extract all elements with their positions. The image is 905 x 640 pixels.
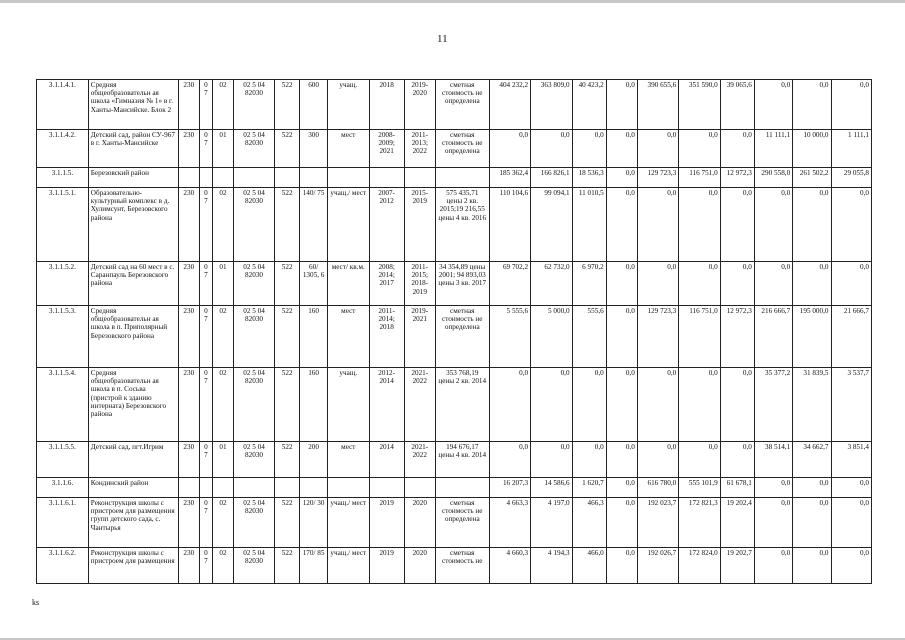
cell-v7: 0,0 xyxy=(720,368,754,442)
cell-c5: 522 xyxy=(275,368,300,442)
table-row xyxy=(37,262,872,306)
cell-v8: 38 514,1 xyxy=(754,442,792,478)
cell-name: Средняя общеобразовательн ая школа в п. Приполярный Березовского района xyxy=(88,306,178,368)
cell-c9: 2015-2019 xyxy=(404,188,435,262)
cell-v10: 0,0 xyxy=(831,548,872,584)
cell-c6: 160 xyxy=(300,306,328,368)
cell-v9: 10 000,0 xyxy=(793,130,831,168)
cell-v6: 351 590,0 xyxy=(679,80,720,130)
cell-c7 xyxy=(328,168,369,188)
cell-c6: 600 xyxy=(300,80,328,130)
cell-c1 xyxy=(178,168,199,188)
cell-c4: 02 5 04 82030 xyxy=(233,368,274,442)
cell-c3: 01 xyxy=(213,442,234,478)
cell-v1: 4 660,3 xyxy=(489,548,530,584)
cell-c10: сметная стоимость не определена xyxy=(435,498,489,548)
cell-c6 xyxy=(300,168,328,188)
cell-c9: 2021-2022 xyxy=(404,368,435,442)
cell-v6: 0,0 xyxy=(679,442,720,478)
cell-c6: 120/ 30 xyxy=(300,498,328,548)
cell-c8: 2008-2009; 2021 xyxy=(369,130,404,168)
scan-top-edge xyxy=(0,0,905,3)
table-row xyxy=(37,478,872,498)
cell-c5: 522 xyxy=(275,442,300,478)
cell-c5: 522 xyxy=(275,130,300,168)
cell-v5: 0,0 xyxy=(637,368,678,442)
cell-v10: 0,0 xyxy=(831,478,872,498)
cell-name: Средняя общеобразовательн ая школа «Гимназия № 1» в г. Ханты-Мансийске. Блок 2 xyxy=(88,80,178,130)
cell-c9: 2019-2021 xyxy=(404,306,435,368)
cell-v9: 0,0 xyxy=(793,498,831,548)
cell-v6: 555 101,9 xyxy=(679,478,720,498)
cell-id: 3.1.1.5.4. xyxy=(37,368,89,442)
cell-v8: 0,0 xyxy=(754,262,792,306)
cell-v7: 0,0 xyxy=(720,262,754,306)
cell-v9: 0,0 xyxy=(793,188,831,262)
cell-v2: 99 094,1 xyxy=(531,188,572,262)
cell-v10: 0,0 xyxy=(831,262,872,306)
cell-c4: 02 5 04 82030 xyxy=(233,498,274,548)
cell-c1: 230 xyxy=(178,188,199,262)
cell-c4: 02 5 04 82030 xyxy=(233,262,274,306)
cell-v6: 116 751,0 xyxy=(679,306,720,368)
cell-v1: 16 207,3 xyxy=(489,478,530,498)
cell-c8: 2019 xyxy=(369,498,404,548)
cell-c10 xyxy=(435,168,489,188)
cell-v2: 0,0 xyxy=(531,442,572,478)
cell-id: 3.1.1.6.1. xyxy=(37,498,89,548)
cell-c4: 02 5 04 82030 xyxy=(233,442,274,478)
cell-v5: 390 655,6 xyxy=(637,80,678,130)
cell-c9: 2019-2020 xyxy=(404,80,435,130)
cell-v9: 31 839,5 xyxy=(793,368,831,442)
cell-name: Детский сад, район СУ-967 в г. Ханты-Мансийске xyxy=(88,130,178,168)
cell-c3: 01 xyxy=(213,262,234,306)
cell-v6: 0,0 xyxy=(679,262,720,306)
cell-v6: 0,0 xyxy=(679,368,720,442)
cell-v5: 192 023,7 xyxy=(637,498,678,548)
cell-name: Кондинский район xyxy=(88,478,178,498)
cell-c10: 353 768,19 цены 2 кв. 2014 xyxy=(435,368,489,442)
cell-c9: 2011-2015; 2018-2019 xyxy=(404,262,435,306)
cell-v2: 4 197,0 xyxy=(531,498,572,548)
cell-c9: 2011-2013; 2022 xyxy=(404,130,435,168)
cell-c3: 02 xyxy=(213,306,234,368)
cell-c7: мест xyxy=(328,442,369,478)
cell-v8: 216 666,7 xyxy=(754,306,792,368)
cell-v2: 14 586,6 xyxy=(531,478,572,498)
cell-c3: 02 xyxy=(213,188,234,262)
cell-c1: 230 xyxy=(178,368,199,442)
cell-c6: 300 xyxy=(300,130,328,168)
cell-c2: 0 7 xyxy=(199,442,212,478)
cell-c8: 2007-2012 xyxy=(369,188,404,262)
cell-v9: 195 000,0 xyxy=(793,306,831,368)
cell-v3: 466,3 xyxy=(572,498,606,548)
cell-v6: 0,0 xyxy=(679,130,720,168)
cell-v3: 11 010,5 xyxy=(572,188,606,262)
cell-id: 3.1.1.4.2. xyxy=(37,130,89,168)
cell-c2: 0 7 xyxy=(199,262,212,306)
cell-c6: 60/ 1305, 6 xyxy=(300,262,328,306)
table-row xyxy=(37,188,872,262)
cell-v7: 19 202,4 xyxy=(720,498,754,548)
cell-c7: мест/ кв.м. xyxy=(328,262,369,306)
cell-name: Реконструкция школы с пристроем для размещения групп детского сада, с. Чантырья xyxy=(88,498,178,548)
cell-c1: 230 xyxy=(178,548,199,584)
budget-table xyxy=(36,79,872,584)
cell-v9: 0,0 xyxy=(793,262,831,306)
cell-c5 xyxy=(275,168,300,188)
cell-v3: 40 423,2 xyxy=(572,80,606,130)
cell-c8: 2019 xyxy=(369,548,404,584)
cell-v7: 61 678,1 xyxy=(720,478,754,498)
cell-c5: 522 xyxy=(275,262,300,306)
cell-id: 3.1.1.5. xyxy=(37,168,89,188)
cell-v9: 0,0 xyxy=(793,80,831,130)
cell-c8: 2012-2014 xyxy=(369,368,404,442)
cell-v5: 0,0 xyxy=(637,262,678,306)
cell-v1: 0,0 xyxy=(489,130,530,168)
cell-v9: 34 662,7 xyxy=(793,442,831,478)
cell-v5: 129 723,3 xyxy=(637,306,678,368)
cell-c2: 0 7 xyxy=(199,548,212,584)
cell-v5: 129 723,3 xyxy=(637,168,678,188)
cell-v1: 404 232,2 xyxy=(489,80,530,130)
cell-v3: 1 620,7 xyxy=(572,478,606,498)
table-row xyxy=(37,548,872,584)
cell-v1: 110 104,6 xyxy=(489,188,530,262)
cell-c7: учащ./ мест xyxy=(328,188,369,262)
footer-mark: ks xyxy=(32,598,40,607)
cell-v2: 363 809,0 xyxy=(531,80,572,130)
cell-c8 xyxy=(369,168,404,188)
cell-c3 xyxy=(213,168,234,188)
cell-v8: 0,0 xyxy=(754,80,792,130)
cell-c2 xyxy=(199,168,212,188)
cell-c5: 522 xyxy=(275,498,300,548)
cell-c3: 02 xyxy=(213,80,234,130)
cell-v1: 0,0 xyxy=(489,368,530,442)
cell-c7: учащ. xyxy=(328,368,369,442)
table-row xyxy=(37,130,872,168)
cell-v10: 21 666,7 xyxy=(831,306,872,368)
cell-c2: 0 7 xyxy=(199,188,212,262)
cell-v6: 0,0 xyxy=(679,188,720,262)
cell-c6: 170/ 85 xyxy=(300,548,328,584)
cell-v3: 555,6 xyxy=(572,306,606,368)
cell-v3: 18 536,3 xyxy=(572,168,606,188)
cell-c6: 160 xyxy=(300,368,328,442)
cell-v1: 69 702,2 xyxy=(489,262,530,306)
cell-v6: 172 821,3 xyxy=(679,498,720,548)
cell-v2: 4 194,3 xyxy=(531,548,572,584)
table-row xyxy=(37,442,872,478)
cell-c3: 02 xyxy=(213,548,234,584)
cell-c2: 0 7 xyxy=(199,80,212,130)
cell-c10: 34 354,89 цены 2001; 94 893,03 цены 3 кв. 2017 xyxy=(435,262,489,306)
table-row xyxy=(37,168,872,188)
cell-v1: 5 555,6 xyxy=(489,306,530,368)
cell-v6: 116 751,0 xyxy=(679,168,720,188)
cell-c3: 01 xyxy=(213,130,234,168)
cell-v3: 6 970,2 xyxy=(572,262,606,306)
cell-c4: 02 5 04 82030 xyxy=(233,188,274,262)
cell-c6: 140/ 75 xyxy=(300,188,328,262)
cell-c8 xyxy=(369,478,404,498)
cell-v8: 290 558,0 xyxy=(754,168,792,188)
cell-c4: 02 5 04 82030 xyxy=(233,80,274,130)
cell-c8: 2018 xyxy=(369,80,404,130)
cell-c5: 522 xyxy=(275,188,300,262)
cell-v9: 0,0 xyxy=(793,478,831,498)
cell-c2: 0 7 xyxy=(199,130,212,168)
cell-v4: 0,0 xyxy=(606,442,637,478)
cell-v5: 192 026,7 xyxy=(637,548,678,584)
cell-c7: мест xyxy=(328,306,369,368)
cell-c1 xyxy=(178,478,199,498)
cell-c1: 230 xyxy=(178,130,199,168)
cell-v4: 0,0 xyxy=(606,188,637,262)
cell-c10 xyxy=(435,478,489,498)
cell-c2: 0 7 xyxy=(199,306,212,368)
cell-c4: 02 5 04 82030 xyxy=(233,130,274,168)
cell-name: Детский сад на 60 мест в с. Саранпауль Березовского района xyxy=(88,262,178,306)
cell-c3: 02 xyxy=(213,368,234,442)
cell-v7: 0,0 xyxy=(720,442,754,478)
cell-c1: 230 xyxy=(178,498,199,548)
cell-v2: 62 732,0 xyxy=(531,262,572,306)
cell-c5: 522 xyxy=(275,80,300,130)
cell-c9 xyxy=(404,168,435,188)
cell-v1: 4 663,3 xyxy=(489,498,530,548)
cell-c9: 2020 xyxy=(404,548,435,584)
cell-name: Реконструкция школы с пристроем для размещения xyxy=(88,548,178,584)
cell-id: 3.1.1.5.3. xyxy=(37,306,89,368)
cell-id: 3.1.1.6.2. xyxy=(37,548,89,584)
cell-v10: 0,0 xyxy=(831,188,872,262)
cell-c7: мест xyxy=(328,130,369,168)
cell-v4: 0,0 xyxy=(606,478,637,498)
cell-v4: 0,0 xyxy=(606,306,637,368)
cell-v8: 35 377,2 xyxy=(754,368,792,442)
cell-c1: 230 xyxy=(178,442,199,478)
cell-c9 xyxy=(404,478,435,498)
cell-v10: 0,0 xyxy=(831,498,872,548)
cell-v5: 0,0 xyxy=(637,442,678,478)
cell-v7: 0,0 xyxy=(720,130,754,168)
table-row xyxy=(37,80,872,130)
cell-id: 3.1.1.4.1. xyxy=(37,80,89,130)
cell-c3: 02 xyxy=(213,498,234,548)
cell-c5: 522 xyxy=(275,548,300,584)
cell-v10: 0,0 xyxy=(831,80,872,130)
cell-v9: 261 502,2 xyxy=(793,168,831,188)
cell-v10: 3 851,4 xyxy=(831,442,872,478)
cell-c10: 575 435,71 цены 2 кв. 2015;19 216,55 цены 4 кв. 2016 xyxy=(435,188,489,262)
cell-v6: 172 824,0 xyxy=(679,548,720,584)
cell-v10: 29 055,8 xyxy=(831,168,872,188)
cell-v5: 616 780,0 xyxy=(637,478,678,498)
cell-name: Образовательно-культурный комплекс в д. Хулимсунт, Березовского района xyxy=(88,188,178,262)
cell-name: Средняя общеобразовательн ая школа в п. Сосьва (пристрой к зданию интерната) Березовского района xyxy=(88,368,178,442)
cell-c3 xyxy=(213,478,234,498)
cell-v8: 0,0 xyxy=(754,498,792,548)
cell-c1: 230 xyxy=(178,262,199,306)
cell-name: Детский сад, пгт.Игрим xyxy=(88,442,178,478)
cell-c5 xyxy=(275,478,300,498)
table-row xyxy=(37,498,872,548)
cell-v3: 0,0 xyxy=(572,442,606,478)
cell-c7 xyxy=(328,478,369,498)
cell-c7: учащ. xyxy=(328,80,369,130)
cell-v4: 0,0 xyxy=(606,130,637,168)
cell-v10: 3 537,7 xyxy=(831,368,872,442)
cell-c10: сметная стоимость не xyxy=(435,548,489,584)
cell-v7: 0,0 xyxy=(720,188,754,262)
cell-v1: 0,0 xyxy=(489,442,530,478)
table-row xyxy=(37,368,872,442)
cell-v5: 0,0 xyxy=(637,130,678,168)
cell-v4: 0,0 xyxy=(606,168,637,188)
cell-v3: 0,0 xyxy=(572,368,606,442)
cell-v7: 12 972,3 xyxy=(720,306,754,368)
cell-c8: 2011-2014; 2018 xyxy=(369,306,404,368)
cell-v9: 0,0 xyxy=(793,548,831,584)
cell-c8: 2014 xyxy=(369,442,404,478)
cell-c1: 230 xyxy=(178,306,199,368)
cell-id: 3.1.1.5.5. xyxy=(37,442,89,478)
cell-c2: 0 7 xyxy=(199,498,212,548)
cell-v4: 0,0 xyxy=(606,498,637,548)
cell-v8: 0,0 xyxy=(754,548,792,584)
cell-id: 3.1.1.5.2. xyxy=(37,262,89,306)
cell-c10: сметная стоимость не определена xyxy=(435,80,489,130)
cell-c10: сметная стоимость не определена xyxy=(435,306,489,368)
cell-c2: 0 7 xyxy=(199,368,212,442)
cell-v3: 466,0 xyxy=(572,548,606,584)
cell-v2: 0,0 xyxy=(531,368,572,442)
cell-v3: 0,0 xyxy=(572,130,606,168)
cell-v1: 185 362,4 xyxy=(489,168,530,188)
cell-c4 xyxy=(233,478,274,498)
cell-id: 3.1.1.6. xyxy=(37,478,89,498)
cell-c9: 2021-2022 xyxy=(404,442,435,478)
table-row xyxy=(37,306,872,368)
cell-v7: 39 065,6 xyxy=(720,80,754,130)
cell-v10: 1 111,1 xyxy=(831,130,872,168)
cell-c9: 2020 xyxy=(404,498,435,548)
cell-v4: 0,0 xyxy=(606,368,637,442)
cell-v2: 5 000,0 xyxy=(531,306,572,368)
page-number: 11 xyxy=(437,33,448,45)
cell-v4: 0,0 xyxy=(606,548,637,584)
cell-c4: 02 5 04 82030 xyxy=(233,306,274,368)
cell-c7: учащ./ мест xyxy=(328,548,369,584)
cell-v5: 0,0 xyxy=(637,188,678,262)
cell-c4: 02 5 04 82030 xyxy=(233,548,274,584)
cell-c10: 194 676,17 цены 4 кв. 2014 xyxy=(435,442,489,478)
cell-v7: 19 202,7 xyxy=(720,548,754,584)
cell-v7: 12 972,3 xyxy=(720,168,754,188)
cell-c1: 230 xyxy=(178,80,199,130)
cell-c6 xyxy=(300,478,328,498)
cell-name: Березовский район xyxy=(88,168,178,188)
cell-c8: 2008; 2014; 2017 xyxy=(369,262,404,306)
cell-c6: 200 xyxy=(300,442,328,478)
cell-v2: 166 826,1 xyxy=(531,168,572,188)
cell-v4: 0,0 xyxy=(606,262,637,306)
cell-c10: сметная стоимость не определена xyxy=(435,130,489,168)
cell-v8: 0,0 xyxy=(754,478,792,498)
cell-c2 xyxy=(199,478,212,498)
cell-c5: 522 xyxy=(275,306,300,368)
cell-v4: 0,0 xyxy=(606,80,637,130)
cell-c4 xyxy=(233,168,274,188)
cell-v8: 11 111,1 xyxy=(754,130,792,168)
cell-id: 3.1.1.5.1. xyxy=(37,188,89,262)
cell-c7: учащ./ мест xyxy=(328,498,369,548)
cell-v8: 0,0 xyxy=(754,188,792,262)
cell-v2: 0,0 xyxy=(531,130,572,168)
